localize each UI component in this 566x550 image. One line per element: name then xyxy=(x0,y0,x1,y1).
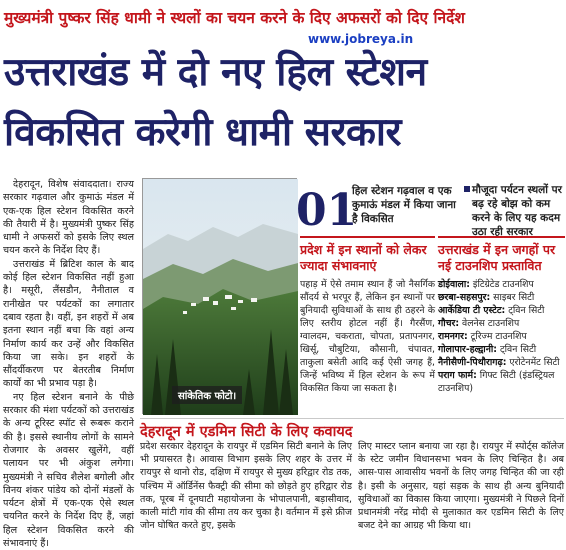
township-item: गोलापार-हल्द्वानी: ट्विन सिटी xyxy=(438,344,537,355)
township-item: आर्केडिया टी एस्टेट: ट्विन सिटी xyxy=(438,305,545,316)
township-item: डोईवाला: इंटिग्रेटेड टाउनशिप xyxy=(438,279,534,290)
township-item: पराग फार्म: गिफ्ट सिटी (इंडस्ट्रियल टाउनशिप) xyxy=(438,370,555,394)
main-headline-line1: उत्तराखंड में दो नए हिल स्टेशन xyxy=(4,50,427,95)
article-paragraph-3: नए हिल स्टेशन बनाने के पीछे सरकार की मंशा पर्यटकों को उत्तराखंड के अन्य टूरिस्ट स्पॉट से रूबरू कराने की है। इससे स्थानीय लोगों के सामने रोजगार के अवसर खुलेंगे, वहीं पलायन पर भी अंकुश लगेगा। मुख्यमंत्री ने सचिव शैलेश बगोली और विनय शंकर पांडेय को दोनों मंडलों के पर्यटन क्षेत्रों में एक-एक ऐसे स्थल चयनित करने के निर्देश दिए हैं, जहां हिल स्टेशन विकसित करने की संभावनाएं हैं। xyxy=(3,391,134,550)
article-paragraph-1: देहरादून, विशेष संवाददाता। राज्य सरकार गढ़वाल और कुमाऊं मंडल में एक-एक हिल स्टेशन विकसित करने की तैयारी में है। मुख्यमंत्री पुष्कर सिंह धामी ने अफसरों को इसके लिए स्थल चयन करने के निर्देश दिए हैं। xyxy=(3,179,134,257)
township-title: उत्तराखंड में इन जगहों पर नई टाउनशिप प्रस्तावित xyxy=(438,242,556,273)
highlight-text: हिल स्टेशन गढ़वाल व एक कुमाऊं मंडल में किया जाना है विकसित xyxy=(352,185,456,225)
possibilities-body: पहाड़ में ऐसे तमाम स्थान हैं जो नैसर्गिक सौंदर्य से भरपूर हैं, लेकिन इन स्थानों पर बुनियादी सुविधाओं के साथ ही ठहरने के लिए स्तरीय होटल नहीं हैं। गैरसैंण, ग्वालदम, चकराता, चोपता, प्रतापनगर, खिर्सू, चौबुटिया, कौसानी, चंपावत, ताकुला बसेती आदि कई ऐसी जगह हैं, जिन्हें भविष्य में हिल स्टेशन के रूप में विकसित किया जा सकता है। xyxy=(300,279,435,394)
township-item: नैनीसैणी-पिथौरागढ़: एरोटेनमेंट सिटी xyxy=(438,357,560,368)
article-paragraph-2: उत्तराखंड में ब्रिटिश काल के बाद कोई हिल स्टेशन विकसित नहीं हुआ है। मसूरी, लैंसडौन, नैनीताल व रानीखेत पर पर्यटकों का लगातार दबाव रहता है। वहीं, इन शहरों में अब इतना स्थान नहीं बचा कि वहां अन्य निर्माण कार्य कर उन्हें और विकसित किया जा सके। इन शहरों के सौंदर्यीकरण पर बेतरतीब निर्माण कार्यों का भी प्रभाव पड़ा है। xyxy=(3,258,134,390)
possibilities-box xyxy=(300,236,435,416)
admin-city-subheadline: देहरादून में एडमिन सिटी के लिए कवायद xyxy=(140,418,564,441)
article-column-1 xyxy=(3,178,134,550)
admin-city-column-right: लिए मास्टर प्लान बनाया जा रहा है। रायपुर में स्पोर्ट्स कॉलेज के स्टेट जमीन विधानसभा भवन के लिए चिन्हित है। अब आस-पास आवासीय भवनों के लिए जगह चिन्हित की जा रही है। इसी के अनुसार, यहां सड़क के साथ ही अन्य बुनियादी सुविधाओं का विकास किया जाएगा। मुख्यमंत्री ने पिछले दिनों प्रधानमंत्री नरेंद्र मोदी से मुलाकात कर एडमिन सिटी के लिए बजट देने का आग्रह भी किया था। xyxy=(358,441,564,532)
main-headline-line2: विकसित करेगी धामी सरकार xyxy=(4,110,401,155)
hill-station-photo xyxy=(142,178,297,414)
admin-city-column-left: प्रदेश सरकार देहरादून के रायपुर में एडमिन सिटी बनाने के लिए भी प्रयासरत है। आवास विभाग इसके लिए शहर के उत्तर में रायपुर से थानो रोड, दक्षिण में रायपुर से मुख्य हरिद्वार रोड तक, पश्चिम में ऑर्डिनेंस फैक्ट्री की सीमा को छोड़ते हुए हरिद्वार रोड तक, पूरब में दूनघाटी महायोजना के भोपालपानी, बड़ासीवाद, काली मांटी गांव की सीमा तय कर चुका है। वर्तमान में इसे फ्रीज जोन घोषित करते हुए, इसके xyxy=(140,441,352,532)
township-item: गौचर: वेलनेस टाउनशिप xyxy=(438,318,520,329)
kicker-headline: मुख्यमंत्री पुष्कर सिंह धामी ने स्थलों का चयन करने के दिए अफसरों को दिए निर्देश xyxy=(4,9,465,27)
possibilities-title: प्रदेश में इन स्थानों को लेकर ज्यादा संभावनाएं xyxy=(300,242,427,273)
highlight-number: 01 xyxy=(296,185,358,236)
photo-caption: सांकेतिक फोटो। xyxy=(172,386,242,404)
township-item: छरबा-सहसपुर: साइबर सिटी xyxy=(438,292,535,303)
landscape-illustration xyxy=(143,179,298,415)
township-box xyxy=(438,236,565,416)
township-item: रामनगर: टूरिज्म टाउनशिप xyxy=(438,331,527,342)
website-watermark[interactable]: www.jobreya.in xyxy=(308,32,414,46)
bullet-note: मौजूदा पर्यटन स्थलों पर बढ़ रहे बोझ को कम करने के लिए यह कदम उठा रही सरकार xyxy=(472,183,564,239)
